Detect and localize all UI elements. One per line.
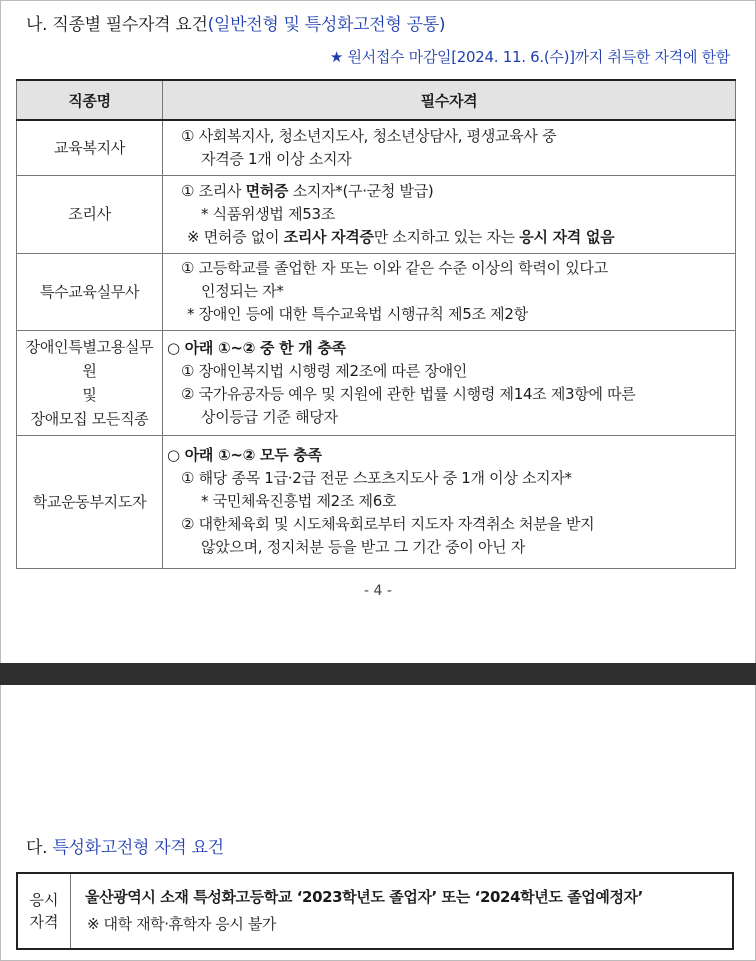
qualification-line: 않았으며, 정지처분 등을 받고 그 기간 중이 아닌 자 (201, 538, 526, 556)
qualification-line: * 국민체육진흥법 제2조 제6호 (201, 492, 397, 510)
table-row (17, 435, 736, 568)
job-name-line: 교육복지사 (54, 138, 125, 157)
qualification-line: ○ 아래 ①~② 모두 충족 (167, 446, 322, 464)
qualification-line: 자격증 1개 이상 소지자 (201, 149, 352, 168)
eligibility-label-line: 응시 (29, 891, 59, 909)
requirements-table (16, 79, 736, 569)
header-qualification: 필수자격 (163, 80, 736, 120)
eligibility-label (18, 874, 71, 948)
text-span: ※ 면허증 없이 (187, 227, 284, 246)
job-name (17, 175, 163, 253)
eligibility-main: 울산광역시 소재 특성화고등학교 ‘2023학년도 졸업자’ 또는 ‘2024학년도 졸업예정자’ (85, 888, 643, 906)
section-heading-da (26, 833, 224, 858)
qualification-line: ① 해당 종목 1급·2급 전문 스포츠지도사 중 1개 이상 소지자* (181, 469, 572, 487)
section-heading-da-text: 다. (26, 838, 53, 858)
table-row (17, 175, 736, 253)
qualification-line: * 식품위생법 제53조 (201, 204, 335, 223)
table-row (17, 253, 736, 330)
job-name (17, 120, 163, 175)
section-heading-na-text: 나. 직종별 필수자격 요건 (26, 15, 208, 35)
table-row (17, 120, 736, 175)
job-name-line: 및 (82, 385, 97, 404)
qualification-cell (163, 175, 736, 253)
text-span: 만 소지하고 있는 자는 (373, 227, 520, 246)
qualification-line: ① 고등학교를 졸업한 자 또는 이와 같은 수준 이상의 학력이 있다고 (181, 259, 608, 277)
section-heading-na-accent: (일반전형 및 특성화고전형 공통) (207, 15, 446, 35)
qualification-cell (163, 120, 736, 175)
qualification-cell (163, 253, 736, 330)
qualification-line: 상이등급 기준 해당자 (201, 407, 338, 426)
table-header-row (17, 80, 736, 120)
eligibility-box (16, 872, 734, 950)
job-name-line: 학교운동부지도자 (32, 492, 147, 511)
job-name (17, 253, 163, 330)
job-name (17, 435, 163, 568)
deadline-notice: ★ 원서접수 마감일[2024. 11. 6.(수)]까지 취득한 자격에 한함 (329, 48, 730, 66)
eligibility-note: ※ 대학 재학·휴학자 응시 불가 (87, 915, 276, 933)
qualification-line: ② 대한체육회 및 시도체육회로부터 지도자 자격취소 처분을 받지 (181, 515, 595, 533)
qualification-line: ○ 아래 ①~② 중 한 개 충족 (167, 338, 346, 357)
page-number: - 4 - (364, 583, 392, 599)
text-span-bold: 조리사 자격증 (283, 227, 374, 246)
section-heading-na (26, 10, 445, 35)
header-job: 직종명 (17, 80, 163, 120)
qualification-line (167, 180, 727, 203)
text-span: 소지자*(구·군청 발급) (288, 181, 434, 200)
eligibility-label-line: 자격 (29, 913, 59, 931)
qualification-line: * 장애인 등에 대한 특수교육법 시행규칙 제5조 제2항 (187, 305, 528, 323)
qualification-cell (163, 435, 736, 568)
qualification-line: 인정되는 자* (201, 282, 284, 300)
qualification-cell (163, 330, 736, 435)
page-divider (0, 663, 756, 685)
text-span-bold: 면허증 (245, 181, 289, 200)
qualification-line: ① 장애인복지법 시행령 제2조에 따른 장애인 (181, 361, 467, 380)
qualification-line: ① 사회복지사, 청소년지도사, 청소년상담사, 평생교육사 중 (181, 126, 557, 145)
text-span: ① 조리사 (181, 181, 246, 200)
job-name-line: 장애모집 모든직종 (30, 409, 149, 428)
eligibility-body (71, 874, 651, 948)
job-name (17, 330, 163, 435)
section-heading-da-accent: 특성화고전형 자격 요건 (52, 838, 224, 858)
job-name-line: 장애인특별고용실무원 (25, 337, 154, 380)
job-name-line: 조리사 (68, 205, 111, 223)
qualification-line (167, 226, 727, 249)
table-row (17, 330, 736, 435)
text-span-bold: 응시 자격 없음 (519, 227, 615, 246)
job-name-line: 특수교육실무사 (39, 282, 140, 301)
qualification-line: ② 국가유공자등 예우 및 지원에 관한 법률 시행령 제14조 제3항에 따른 (181, 384, 636, 403)
